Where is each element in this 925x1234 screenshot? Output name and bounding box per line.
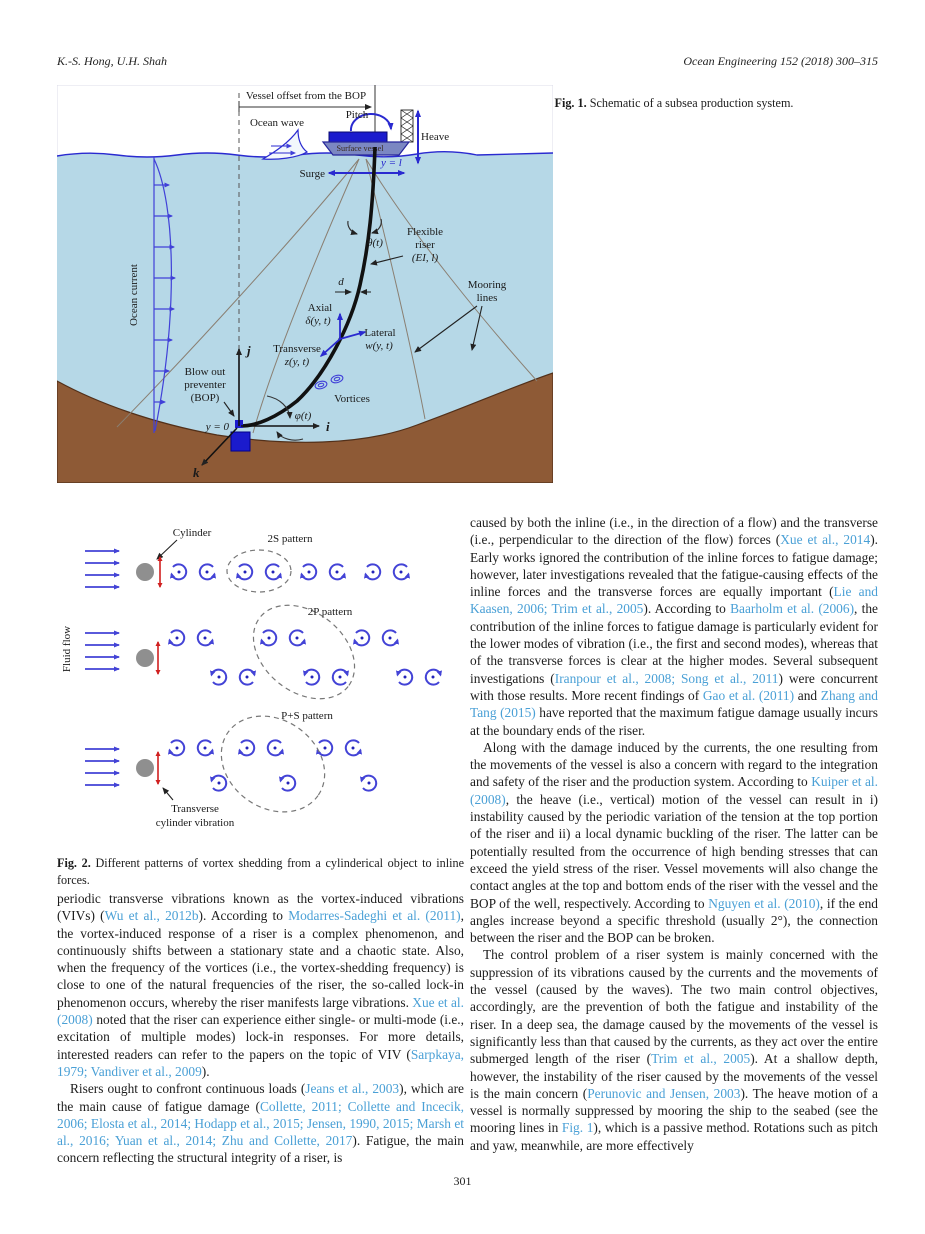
citation-link[interactable]: Perunovic and Jensen, 2003 [587, 1085, 741, 1101]
ocean-wave-label: Ocean wave [249, 117, 305, 129]
citation-link[interactable]: Modarres-Sadeghi et al. (2011) [288, 908, 461, 924]
citation-link[interactable]: Kuiper et al. (2008) [470, 774, 878, 807]
subsea-production-schematic [57, 85, 553, 483]
citation-link[interactable]: Iranpour et al., 2008; Song et al., 2011 [554, 670, 779, 686]
citation-link[interactable]: Gao et al. (2011) [702, 687, 795, 703]
citation-link[interactable]: Sarpkaya, 1979; Vandiver et al., 2009 [57, 1046, 464, 1079]
figure-1 [57, 85, 553, 483]
text-run: ). At a shallow depth, however, the instability of the riser caused by the movements of the vessel is the main concern ( [470, 1051, 878, 1101]
bop-label-2: preventer [184, 379, 226, 391]
d-label: d [338, 276, 344, 288]
mooring-lines-label-2: lines [476, 292, 498, 304]
axial-label-1: Axial [307, 302, 333, 314]
text-run: ), which is a passive method. Rotations such as pitch and yaw, meanwhile, are more effectively [470, 1120, 878, 1153]
figure-2 [57, 521, 460, 839]
text-run: ). [201, 1063, 210, 1079]
transverse-label-2: z(y, t) [284, 356, 310, 368]
surface-vessel-label: Surface vessel [336, 144, 384, 153]
paragraph [470, 739, 878, 947]
axis-j-label: j [247, 343, 251, 358]
text-run: and [794, 687, 821, 703]
citation-link[interactable]: Baarholm et al. (2006) [730, 601, 855, 617]
right-column-text [470, 514, 878, 1154]
y-equals-l-label: y = l [381, 157, 402, 169]
cylinder-row2 [136, 649, 154, 667]
text-run: The control problem of a riser system is mainly concerned with the suppression of its vibrations caused by the currents and the movements of the vessel (caused by the waves). The two main control objectives, accordingly, are the prevention of both the fatigue and instability of the riser. In a deep sea, the damage caused by the movements of the vessel is significantly less than that caused by the currents, as they act over the entire submerged length of the riser ( [470, 947, 878, 1067]
figure-1-caption-text: Schematic of a subsea production system. [589, 96, 794, 111]
bop-label-1: Blow out [184, 366, 226, 378]
mooring-lines-label-1: Mooring [467, 279, 507, 291]
axial-label-2: δ(y, t) [305, 315, 331, 327]
text-run: , the contribution of the inline forces to fatigue damage is particularly evident for the lower modes of vibration (i.e., the first and second modes), whereas that of the transverse forces is clear at the higher modes. Several subsequent investigations ( [470, 601, 878, 686]
text-run: periodic transverse vibrations known as the vortex-induced vibrations (VIVs) ( [57, 891, 464, 924]
text-run: , if the end angles increase beyond a specific threshold (usually 2°), the connection between the riser and the BOP can be broken. [470, 895, 878, 946]
2p-pattern-label: 2P pattern [307, 606, 353, 618]
page-number: 301 [453, 1174, 472, 1188]
theta-label: θ(t) [367, 237, 383, 249]
figure-1-caption-label: Fig. 1. [554, 96, 587, 111]
surge-label: Surge [299, 168, 325, 180]
citation-link[interactable]: Zhang and Tang (2015) [470, 687, 878, 721]
text-run: , the heave (i.e., vertical) motion of the vessel can result in i) instability caused by the periodic variation of the tension at the top portion of the riser and ii) a local dynamic buckling of the riser. The latter can be potentially resulted from the occurrence of high bending stresses that can exceed the yield stress of the riser. Vessel movements will also change the contact angles at the top and bottom ends of the riser with the vessel and the BOP of the well, respectively. According to [470, 791, 878, 911]
header-authors: K.-S. Hong, U.H. Shah [57, 54, 167, 68]
text-run: noted that the riser can experience either single- or multi-mode (i.e., excitation of multiple modes) lock-in responses. For more details, interested readers can refer to the papers on the topic of VIV ( [57, 1012, 464, 1062]
text-run: ), which are the main cause of fatigue damage ( [57, 1081, 464, 1114]
text-run: ). Fatigue, the main concern reflecting the structural integrity of a riser, is [57, 1133, 465, 1166]
text-run: caused by both the inline (i.e., in the direction of a flow) and the transverse (i.e., perpendicular to the direction of the flow) forces ( [470, 515, 878, 548]
figure-2-caption [57, 855, 464, 888]
citation-link[interactable]: Collette, 2011; Collette and Incecik, 2006; Elosta et al., 2014; Hodapp et al., 2015; Jensen, 1990, 2015; Marsh et al., 2016; Yuan et al., 2014; Zhu and Collette, 2017 [57, 1098, 464, 1149]
text-run: Along with the damage induced by the currents, the one resulting from the movements of the vessel is also a concern with regard to the integration and safety of the riser and the production system. According to [470, 739, 878, 790]
ocean-current-label: Ocean current [128, 264, 140, 326]
ps-pattern-label: P+S pattern [281, 710, 333, 722]
flexible-riser-label-2: riser [415, 239, 435, 251]
transverse-label-1: Transverse [273, 343, 321, 355]
transverse-vibration-label-2: cylinder vibration [155, 817, 235, 829]
axis-i-label: i [326, 419, 330, 434]
cylinder-label: Cylinder [172, 527, 212, 539]
paragraph [470, 514, 878, 739]
y-equals-0-label: y = 0 [205, 421, 229, 433]
vortices-label: Vortices [334, 393, 370, 405]
heave-label: Heave [421, 131, 450, 143]
paragraph [470, 946, 878, 1154]
pitch-label: Pitch [345, 109, 369, 121]
citation-link[interactable]: Nguyen et al. (2010) [708, 895, 820, 911]
vessel-deck [329, 132, 387, 142]
text-run: , the vortex-induced response of a riser is a complex phenomenon, and continuously shifts between a stationary state and a chaotic state. Also, when the frequency of the vortices (i.e., the vortex-shedding frequency) is close to one of the natural frequencies of the riser, the so-called lock-in phenomenon occurs, whereby the riser manifests large vibrations. [57, 908, 464, 1010]
header-journal: Ocean Engineering 152 (2018) 300–315 [683, 54, 878, 68]
derrick-tower [401, 110, 413, 142]
citation-link[interactable]: Xue et al. (2008) [57, 994, 464, 1028]
text-run: ). According to [643, 601, 731, 617]
lateral-label-2: w(y, t) [365, 340, 393, 352]
cylinder-row3 [136, 759, 154, 777]
vessel-offset-label: Vessel offset from the BOP [245, 90, 367, 102]
text-run: ). The heave motion of a vessel is normally suppressed by mooring the ship to the seabed (see the mooring lines in [470, 1085, 878, 1136]
transverse-vibration-label-1: Transverse [171, 803, 219, 815]
figure-2-caption-text: Different patterns of vortex shedding from a cylinderical object to inline forces. [57, 856, 465, 887]
figure-2-caption-label: Fig. 2. [57, 856, 91, 871]
paragraph [57, 890, 464, 1080]
text-run: have reported that the maximum fatigue damage usually incurs at the boundary ends of the riser. [470, 705, 878, 738]
citation-link[interactable]: Xue et al., 2014 [780, 532, 871, 548]
axis-k-label: k [193, 465, 200, 480]
flexible-riser-label-1: Flexible [406, 226, 444, 238]
text-run: ) were concurrent with those results. More recent findings of [470, 670, 878, 703]
lateral-label-1: Lateral [364, 327, 396, 339]
citation-link[interactable]: Jeans et al., 2003 [305, 1081, 400, 1097]
text-run: ). According to [198, 908, 289, 924]
vortex-shedding-patterns [57, 521, 460, 839]
citation-link[interactable]: Lie and Kaasen, 2006; Trim et al., 2005 [470, 584, 878, 617]
left-column-text [57, 890, 464, 1167]
phi-label: φ(t) [294, 410, 312, 422]
text-run: Risers ought to confront continuous loads ( [70, 1081, 306, 1097]
citation-link[interactable]: Wu et al., 2012b [104, 908, 199, 924]
flexible-riser-label-3: (EI, l) [411, 252, 439, 264]
2s-pattern-label: 2S pattern [267, 533, 313, 545]
bop-label-3: (BOP) [190, 392, 220, 404]
bop-block [231, 432, 250, 451]
text-run: ). Early works ignored the contribution of the inline forces to fatigue damage; however, later investigations revealed that the fatigue-causing effects of the inline forces and the transverse forces are equally important ( [470, 532, 878, 600]
citation-link[interactable]: Fig. 1 [561, 1120, 594, 1136]
citation-link[interactable]: Trim et al., 2005 [651, 1051, 751, 1067]
paragraph [57, 1080, 464, 1166]
cylinder-row1 [136, 563, 154, 581]
fluid-flow-label: Fluid flow [61, 625, 73, 673]
